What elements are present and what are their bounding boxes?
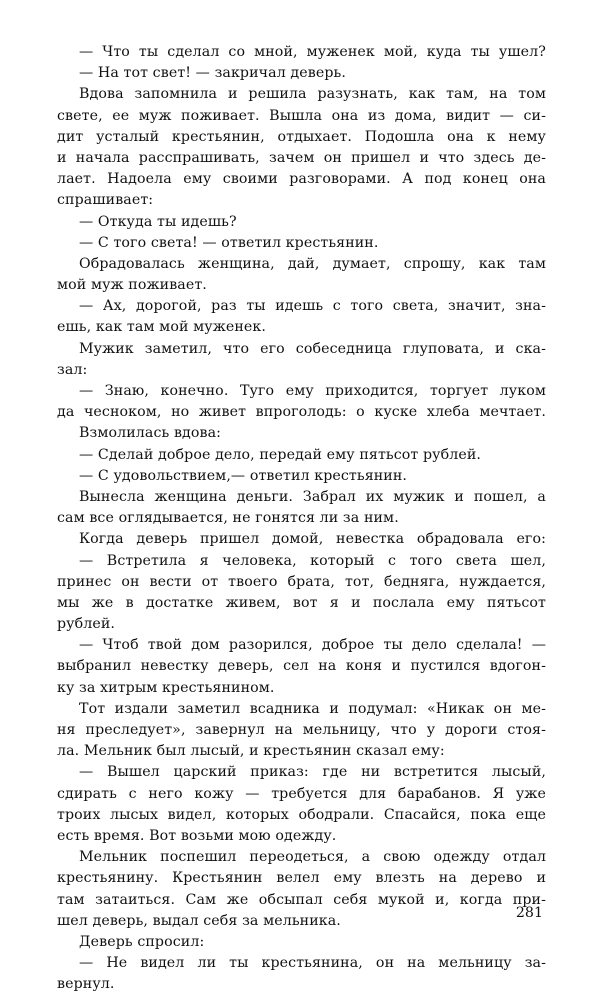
text-line: крестьянину. Крестьянин велел ему влезть на дерево и	[57, 870, 546, 887]
text-line: Мельник поспешил переодеться, а свою одежду отдал	[79, 849, 546, 866]
text-line: сдирать с него кожу — требуется для барабанов. Я уже	[57, 785, 546, 802]
text-line: шел деверь, выдал себя за мельника.	[57, 912, 341, 929]
text-line: — Знаю, конечно. Туго ему приходится, торгует луком	[79, 383, 546, 399]
text-line: — Встретила я человека, который с того света шел,	[79, 552, 546, 569]
text-line: ня преследует», завернул на мельницу, что у дороги стоя-	[57, 722, 546, 738]
text-line: выбранил невестку деверь, сел на коня и пустился вдогон-	[57, 658, 546, 675]
text-line: Когда деверь пришел домой, невестка обрадовала его:	[79, 531, 546, 548]
text-line: — Не видел ли ты крестьянина, он на мельницу за-	[79, 955, 546, 972]
text-line: — Вышел царский приказ: где ни встретится лысый,	[79, 764, 546, 781]
text-line: спрашивает:	[57, 192, 154, 209]
text-line: рублей.	[57, 616, 116, 633]
text-line: есть время. Вот возьми мою одежду.	[57, 827, 337, 844]
page-number: 281	[515, 905, 543, 921]
text-line: мы же в достатке живем, вот я и послала ему пятьсот	[57, 594, 546, 611]
text-line: да чесноком, но живет впроголодь: о куске хлеба мечтает.	[57, 404, 546, 421]
text-line: — С того света! — ответил крестьянин.	[79, 234, 379, 251]
text-line: — Чтоб твой дом разорился, доброе ты дело сделала! —	[79, 637, 546, 654]
text-line: — Что ты сделал со мной, муженек мой, куда ты ушел?	[79, 44, 546, 60]
text-line: зал:	[57, 361, 88, 378]
text-line: Деверь спросил:	[79, 933, 205, 950]
text-line: — С удовольствием,— ответил крестьянин.	[79, 467, 408, 484]
text-line: Мужик заметил, что его собеседница глуповата, и ска-	[79, 340, 546, 357]
text-line: мой муж поживает.	[57, 277, 207, 294]
text-line: там затаиться. Сам же обсыпал себя мукой и, когда при-	[57, 891, 546, 908]
text-line: — Ах, дорогой, раз ты идешь с того света, значит, зна-	[79, 298, 546, 315]
text-line: вернул.	[57, 976, 115, 993]
text-line: — Сделай доброе дело, передай ему пятьсот рублей.	[79, 446, 482, 463]
text-line: Тот издали заметил всадника и подумал: «Никак он ме-	[79, 700, 546, 717]
text-line: и начала расспрашивать, зачем он пришел и что здесь де-	[57, 149, 546, 166]
text-line: — Откуда ты идешь?	[79, 213, 237, 230]
text-line: лает. Надоела ему своими разговорами. А под конец она	[57, 171, 546, 188]
text-line: — На тот свет! — закричал деверь.	[79, 65, 346, 82]
text-line: ла. Мельник был лысый, и крестьянин сказал ему:	[57, 743, 445, 760]
page-text-body	[57, 42, 546, 995]
text-line: принес он вести от твоего брата, тот, беднягa, нуждается,	[57, 573, 546, 590]
text-line: Обрадовалась женщина, дай, думает, спрошу, как там	[79, 255, 546, 272]
text-line: Взмолилась вдова:	[79, 425, 222, 442]
text-line: дит усталый крестьянин, отдыхает. Подошла она к нему	[57, 128, 546, 145]
text-line: троих лысых видел, которых ободрали. Спасайся, пока еще	[57, 806, 546, 823]
text-line: ку за хитрым крестьянином.	[57, 679, 275, 696]
text-line: Вынесла женщина деньги. Забрал их мужик и пошел, а	[79, 488, 546, 505]
text-line: свете, ее муж поживает. Вышла она из дома, видит — си-	[57, 107, 546, 124]
text-line: сам все оглядывается, не гонятся ли за ним.	[57, 510, 399, 527]
text-line: ешь, как там мой муженек.	[57, 319, 266, 336]
text-line: Вдова запомнила и решила разузнать, как там, на том	[79, 86, 546, 103]
